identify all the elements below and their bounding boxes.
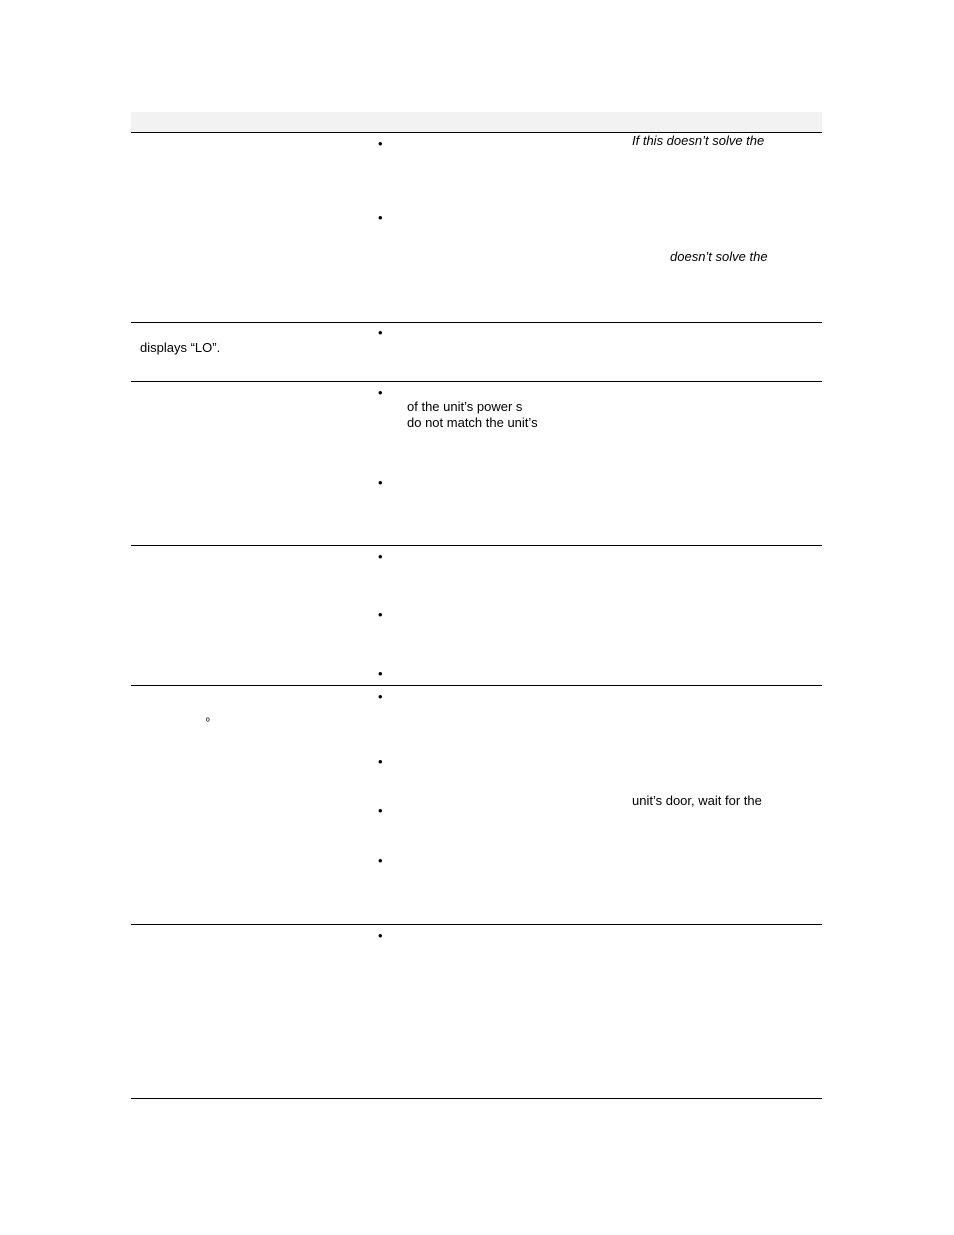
bullet-marker: • [378, 549, 383, 564]
bullet-marker: • [378, 607, 383, 622]
cell-text-fragment: doesn’t solve the [670, 249, 768, 264]
row-divider [131, 322, 822, 323]
bullet-marker: • [378, 928, 383, 943]
problem-cell-text: displays “LO”. [140, 340, 221, 355]
bullet-marker: • [378, 803, 383, 818]
row-divider [131, 381, 822, 382]
row-divider [131, 545, 822, 546]
table-header-band [131, 112, 822, 132]
bullet-marker: • [378, 325, 383, 340]
cell-text-fragment: do not match the unit’s [407, 415, 538, 430]
cell-text-fragment: unit’s door, wait for the [632, 793, 762, 808]
bullet-marker: • [378, 210, 383, 225]
bullet-marker: • [378, 475, 383, 490]
bullet-marker: • [378, 754, 383, 769]
row-divider [131, 685, 822, 686]
row-divider [131, 924, 822, 925]
cell-text-fragment: of the unit’s power s [407, 399, 523, 414]
bullet-marker: • [378, 666, 383, 681]
bullet-marker: • [378, 385, 383, 400]
bullet-marker: • [378, 136, 383, 151]
cell-text-fragment: If this doesn’t solve the [632, 133, 765, 148]
row-divider [131, 1098, 822, 1099]
bullet-marker: • [378, 853, 383, 868]
bullet-marker: • [378, 689, 383, 704]
degree-symbol: º [206, 717, 210, 728]
